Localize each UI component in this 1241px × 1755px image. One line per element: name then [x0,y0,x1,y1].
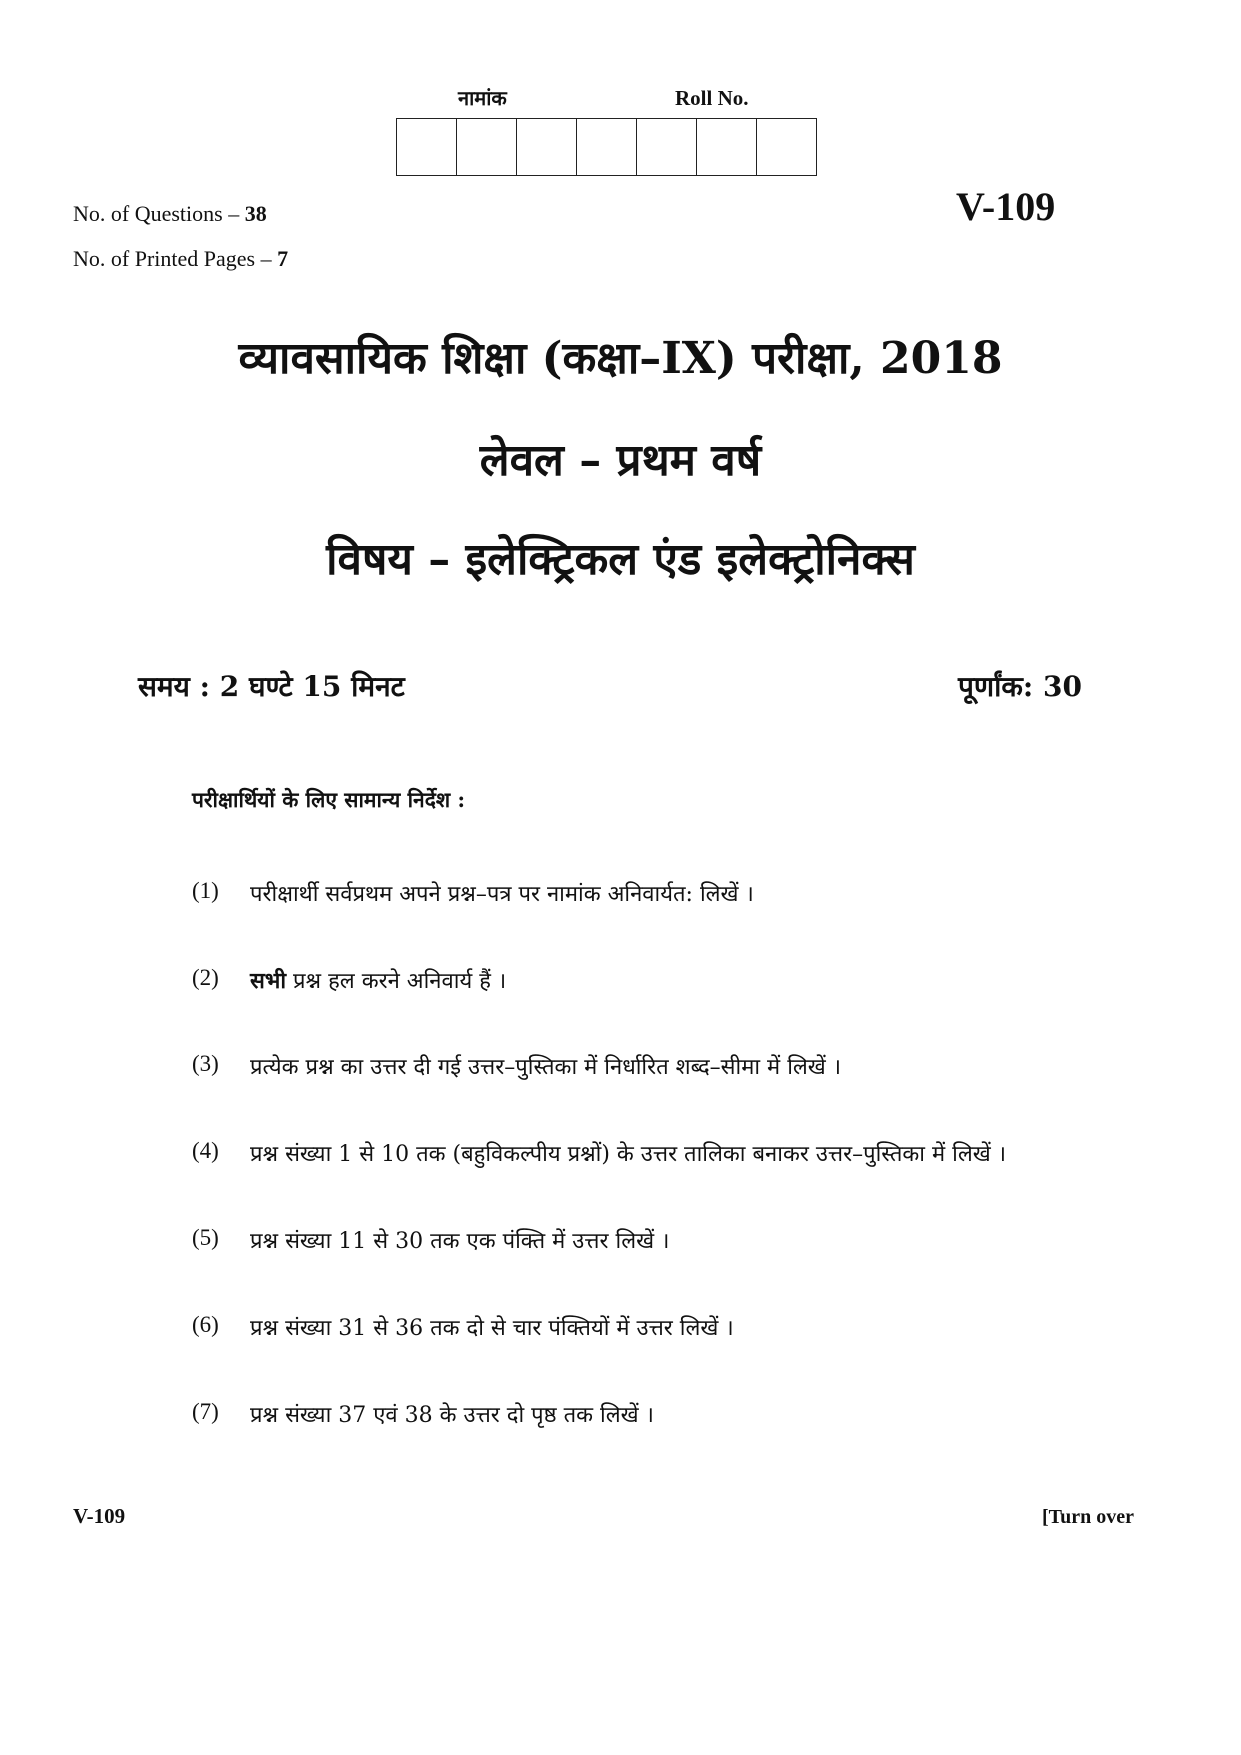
instruction-item [192,1399,654,1429]
instruction-number: (5) [192,1225,219,1250]
instruction-text: प्रश्न संख्या 31 से 36 तक दो से चार पंक्तियों में उत्तर लिखें । [250,1316,734,1341]
roll-box[interactable] [637,118,697,176]
number-of-questions: No. of Questions – 38 [73,201,267,226]
instruction-number: (2) [192,965,219,990]
roll-box[interactable] [577,118,637,176]
max-marks: पूर्णांक: 30 [958,670,1082,703]
instruction-item [192,1051,841,1081]
exam-title: व्यावसायिक शिक्षा (कक्षा–IX) परीक्षा, 2018 [238,333,1003,384]
instruction-item [192,1225,669,1255]
instruction-text: प्रश्न संख्या 37 एवं 38 के उत्तर दो पृष्ठ तक लिखें । [250,1403,654,1428]
instruction-item [192,965,506,995]
roll-box[interactable] [517,118,577,176]
instruction-item [192,878,754,908]
roll-number-boxes [396,118,817,176]
instruction-text: प्रश्न संख्या 1 से 10 तक (बहुविकल्पीय प्रश्नों) के उत्तर तालिका बनाकर उत्तर–पुस्तिका में लिखें । [250,1142,1007,1167]
paper-code: V-109 [956,184,1056,229]
number-of-pages: No. of Printed Pages – 7 [73,246,289,271]
instruction-text: सभी प्रश्न हल करने अनिवार्य हैं । [250,968,507,994]
turn-over-note: [Turn over [1042,1506,1135,1528]
instruction-number: (3) [192,1051,219,1076]
instructions-heading: परीक्षार्थियों के लिए सामान्य निर्देश : [192,787,466,812]
instruction-text: प्रत्येक प्रश्न का उत्तर दी गई उत्तर–पुस्तिका में निर्धारित शब्द–सीमा में लिखें । [250,1055,842,1080]
roll-label-hindi: नामांक [458,86,507,110]
roll-box[interactable] [757,118,817,176]
roll-label-english: Roll No. [675,86,749,110]
instruction-text: प्रश्न संख्या 11 से 30 तक एक पंक्ति में उत्तर लिखें । [250,1229,670,1254]
exam-duration: समय : 2 घण्टे 15 मिनट [138,670,405,703]
roll-box[interactable] [697,118,757,176]
level-title: लेवल – प्रथम वर्ष [479,435,762,486]
instruction-text: परीक्षार्थी सर्वप्रथम अपने प्रश्न–पत्र पर नामांक अनिवार्यत: लिखें । [250,882,754,907]
instruction-number: (1) [192,878,219,903]
subject-title: विषय – इलेक्ट्रिकल एंड इलेक्ट्रोनिक्स [326,534,915,585]
instruction-number: (6) [192,1312,219,1337]
instruction-item [192,1138,1006,1168]
instruction-number: (7) [192,1399,219,1424]
roll-box[interactable] [457,118,517,176]
footer-paper-code: V-109 [73,1504,126,1528]
instruction-number: (4) [192,1138,219,1163]
instruction-item [192,1312,734,1342]
roll-box[interactable] [397,118,457,176]
